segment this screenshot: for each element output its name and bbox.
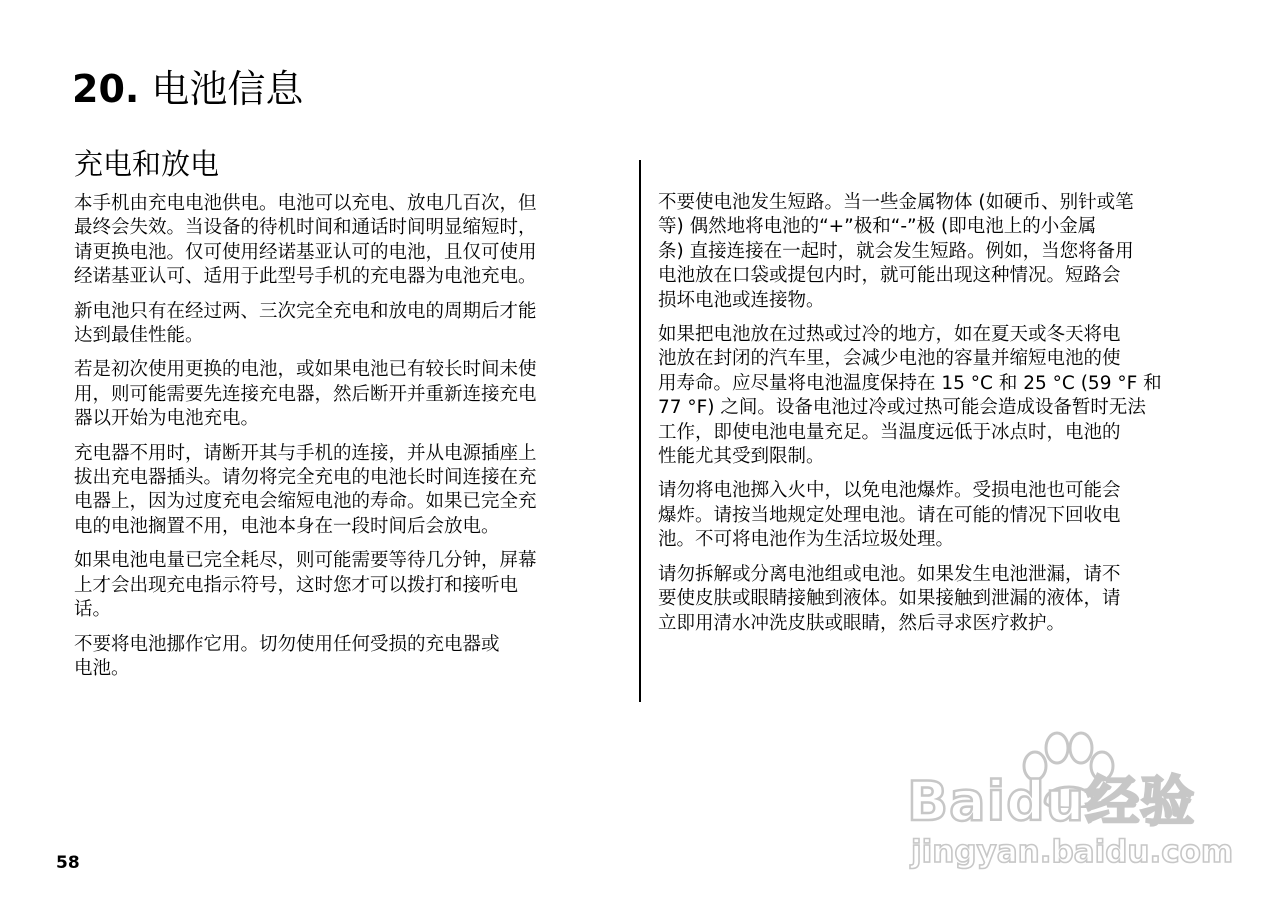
- paragraph-short-circuit: 不要使电池发生短路。当一些金属物体 (如硬币、别针或笔 等) 偶然地将电池的“+”极和“-”极 (即电池上的小金属 条) 直接连接在一起时，就会发生短路。例如，当您将备用 电池放在口袋或提包内时，就可能出现这种情况。短路会 损坏电池或连接物。: [658, 192, 1134, 311]
- baidu-watermark: [905, 728, 1234, 878]
- paragraph-new-battery: 新电池只有在经过两、三次完全充电和放电的周期后才能 达到最佳性能。: [74, 300, 537, 347]
- page-number: 58: [56, 853, 80, 873]
- section-title: 充电和放电: [74, 147, 220, 181]
- chapter-title-text: 电池信息: [151, 67, 304, 111]
- column-divider: [639, 160, 641, 702]
- paragraph-misuse: 不要将电池挪作它用。切勿使用任何受损的充电器或 电池。: [74, 633, 500, 679]
- watermark-url: jingyan.baidu.com: [911, 834, 1234, 870]
- paragraph-fire-disposal: 请勿将电池掷入火中，以免电池爆炸。受损电池也可能会 爆炸。请按当地规定处理电池。请在可能的情况下回收电 池。不可将电池作为生活垃圾处理。: [658, 480, 1121, 551]
- chapter-number: 20.: [72, 67, 140, 111]
- paragraph-charger-unplug: 充电器不用时，请断开其与手机的连接，并从电源插座上 拔出充电器插头。请勿将完全充电的电池长时间连接在充 电器上，因为过度充电会缩短电池的寿命。如果已完全充 电的电池搁置不用，电池本身在一段时间后会放电。: [74, 442, 537, 537]
- right-column: [658, 191, 1218, 646]
- paragraph-disassembly: 请勿拆解或分离电池组或电池。如果发生电池泄漏，请不 要使皮肤或眼睛接触到液体。如果接触到泄漏的液体，请 立即用清水冲洗皮肤或眼睛，然后寻求医疗救护。: [658, 563, 1121, 634]
- paragraph-fully-drained: 如果电池电量已完全耗尽，则可能需要等待几分钟，屏幕 上才会出现充电指示符号，这时您才可以拨打和接听电 话。: [74, 550, 537, 621]
- left-column: [74, 192, 634, 691]
- paragraph-battery-supply: 本手机由充电电池供电。电池可以充电、放电几百次，但 最终会失效。当设备的待机时间和通话时间明显缩短时， 请更换电池。仅可使用经诺基亚认可的电池，且仅可使用 经诺基亚认可、适用于此型号手机的充电器为电池充电。: [74, 193, 537, 288]
- paragraph-first-use: 若是初次使用更换的电池，或如果电池已有较长时间未使 用，则可能需要先连接充电器，然后断开并重新连接充电 器以开始为电池充电。: [74, 359, 537, 430]
- watermark-logo: Baidu经验: [907, 770, 1196, 833]
- paragraph-temperature: 如果把电池放在过热或过冷的地方，如在夏天或冬天将电 池放在封闭的汽车里，会减少电池的容量并缩短电池的使 用寿命。应尽量将电池温度保持在 15 °C 和 25 °C (59 °F 和 77 °F) 之间。设备电池过冷或过热可能会造成设备暂时无法 工作，即使电池电量充足。当温度远低于冰点时，电池的 性能尤其受到限制。: [658, 324, 1162, 468]
- chapter-title: [72, 64, 303, 114]
